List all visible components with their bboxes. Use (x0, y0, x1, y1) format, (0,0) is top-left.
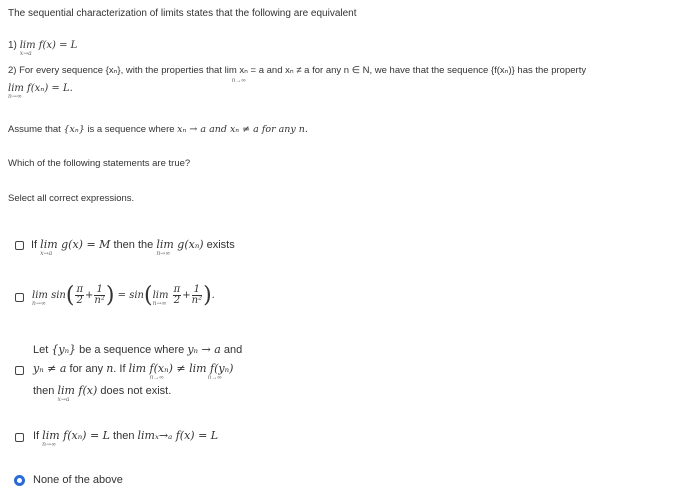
option-3-text-c: and (220, 344, 243, 356)
assume-seq: {xₙ} (63, 124, 85, 135)
option-3-text-a: Let (33, 344, 52, 356)
option-4-checkbox[interactable] (15, 433, 24, 442)
option-2-paren-close: ) (105, 283, 115, 308)
option-2-paren-open: ( (65, 283, 75, 308)
option-2-frac-pi (75, 285, 84, 306)
assume-text-a: Assume that (8, 124, 64, 135)
item-2-line2 (8, 83, 73, 100)
option-3-text-d: for any (66, 363, 107, 375)
option-3-sub-1: n→∞ (150, 375, 164, 381)
option-4-label[interactable] (33, 429, 219, 448)
option-2-two: 2 (76, 295, 83, 306)
option-3-neq: yₙ ≠ a (33, 362, 67, 375)
option-3-checkbox[interactable] (15, 366, 24, 375)
intro-title: The sequential characterization of limits states that the following are equivalent (8, 8, 357, 19)
option-2-period: . (211, 290, 215, 301)
option-2-one: 1 (94, 285, 104, 296)
option-1-math-2: lim g(xₙ) (156, 238, 204, 251)
option-2-frac-pi-2 (173, 285, 182, 306)
instruction: Select all correct expressions. (8, 193, 135, 204)
option-3-n: n (106, 362, 114, 375)
option-3-line-2[interactable] (33, 362, 233, 375)
option-3-seq: {yₙ} (51, 343, 77, 356)
option-2-sin: sin (51, 290, 66, 301)
option-2-paren-close-2: ) (203, 283, 212, 308)
option-4-math-2: limₓ→ₐ f(x) = L (137, 429, 219, 442)
item-2-math: lim f(xₙ) = L. (8, 83, 73, 94)
option-2-pi: π (76, 284, 84, 295)
question: Which of the following statements are true? (8, 158, 191, 169)
option-4-text-a: If (33, 430, 43, 442)
option-3-lim-compare: lim f(xₙ) ≠ lim f(yₙ) (128, 362, 234, 375)
option-3-lim-f: lim f(x) (57, 384, 98, 397)
item-1-prefix: 1) (8, 40, 17, 51)
option-3-text-b: be a sequence where (76, 344, 188, 356)
option-1-text-a: If (31, 239, 41, 251)
option-2-label[interactable] (32, 283, 215, 308)
option-4-math-1-sub: n→∞ (42, 441, 57, 448)
option-2-n2-2: n² (191, 295, 203, 306)
option-2-checkbox[interactable] (15, 293, 24, 302)
item-1-sub: x→a (19, 50, 32, 57)
assume-text-b: is a sequence where (84, 124, 178, 135)
option-5-label[interactable]: None of the above (33, 474, 123, 486)
option-5-radio[interactable] (14, 475, 25, 486)
option-2-pi-2: π (173, 284, 181, 295)
assume-math: xₙ → a and xₙ ≠ a for any n. (177, 124, 308, 135)
option-1-math-2-sub: n→∞ (156, 250, 171, 257)
item-2-sub: n→∞ (232, 78, 246, 84)
item-1 (8, 40, 78, 57)
option-2-lim-right-sub: n→∞ (152, 300, 167, 307)
option-3-line-1[interactable] (33, 343, 242, 356)
option-2-two-2: 2 (173, 295, 181, 306)
item-1-math: lim f(x) = L (19, 40, 78, 51)
option-3-text-g: does not exist. (97, 385, 172, 397)
option-3-sub-2: n→∞ (208, 375, 222, 381)
option-2-paren-open-2: ( (143, 283, 153, 308)
option-3-line-3[interactable] (33, 384, 172, 403)
option-2-frac-n-2 (192, 285, 202, 306)
option-2-eq-sin: = sin (117, 290, 144, 301)
option-2-frac-n (94, 285, 104, 306)
assumption (8, 124, 308, 135)
item-2-line1: 2) For every sequence {xₙ}, with the properties that lim xₙ = a and xₙ ≠ a for any n ∈ N, we have that the sequence {f(xₙ)} has the property (8, 65, 587, 76)
option-1-math-1: lim g(x) = M (40, 238, 111, 251)
option-2-plus: + (85, 290, 94, 301)
option-3-conv: yₙ → a (187, 343, 221, 356)
option-2-plus-2: + (182, 290, 191, 301)
option-1-label[interactable] (31, 238, 235, 257)
option-1-text-c: exists (203, 239, 235, 251)
option-4-text-b: then (109, 430, 138, 442)
option-3-lim-f-sub: x→a (57, 396, 70, 403)
option-1-text-b: then the (110, 239, 157, 251)
option-2-one-2: 1 (192, 285, 202, 296)
option-2-n2: n² (94, 295, 105, 306)
option-4-math-1: lim f(xₙ) = L (42, 429, 110, 442)
option-3-text-e: . If (113, 363, 129, 375)
option-2-lim-right: lim (152, 290, 169, 301)
item-2-math-sub: n→∞ (8, 93, 22, 100)
option-2-lim-left: lim (32, 290, 48, 301)
option-1-checkbox[interactable] (15, 241, 24, 250)
option-2-lim-left-sub: n→∞ (32, 300, 46, 307)
option-3-text-f: then (33, 385, 58, 397)
option-1-math-1-sub: x→a (40, 250, 53, 257)
